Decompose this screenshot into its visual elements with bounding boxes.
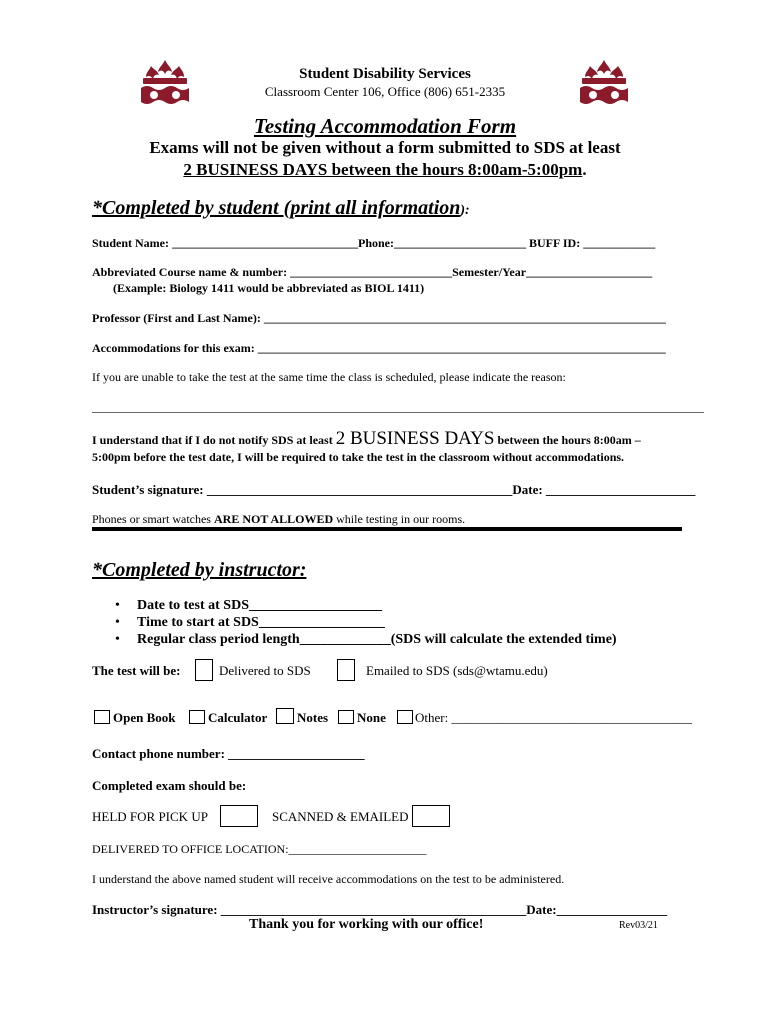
- student-signature-line[interactable]: [92, 482, 695, 498]
- calculator-checkbox[interactable]: [189, 710, 205, 724]
- other-label[interactable]: Other: _____________________________________: [415, 710, 692, 725]
- delivered-office-line[interactable]: DELIVERED TO OFFICE LOCATION:_______________________: [92, 842, 427, 856]
- scanned-emailed-box[interactable]: [412, 805, 450, 827]
- student-heading-end: ):: [460, 203, 470, 218]
- student-understand-line-1: [92, 428, 641, 450]
- delivered-label: Delivered to SDS: [219, 663, 311, 678]
- form-title: Testing Accommodation Form: [253, 114, 517, 138]
- org-name: Student Disability Services: [299, 66, 471, 82]
- test-will-be-label: The test will be:: [92, 663, 181, 678]
- org-address: Classroom Center 106, Office (806) 651-2335: [264, 84, 506, 99]
- open-book-label: Open Book: [113, 710, 176, 725]
- emailed-checkbox[interactable]: [337, 659, 355, 681]
- professor-line[interactable]: Professor (First and Last Name): ___________________________________________________________________: [92, 311, 666, 325]
- phones-notice: [92, 512, 465, 527]
- delivered-checkbox[interactable]: [195, 659, 213, 681]
- notice-line-2: [0, 160, 770, 180]
- bullet-class-period-length[interactable]: • Regular class period length_____________(SDS will calculate the extended time): [113, 631, 617, 648]
- phones-part-a: Phones or smart watches: [92, 512, 214, 526]
- none-label: None: [357, 710, 386, 725]
- understand-big-days: 2 BUSINESS DAYS: [335, 428, 495, 449]
- bullet-time-to-start[interactable]: • Time to start at SDS__________________: [113, 614, 617, 631]
- student-understand-line-2: 5:00pm before the test date, I will be required to take the test in the classroom without accommodations.: [92, 450, 625, 464]
- held-for-pickup-box[interactable]: [220, 805, 258, 827]
- notes-label: Notes: [297, 710, 329, 725]
- student-signature-text: Student’s signature: _______________________________________________Date: _______________________: [92, 482, 696, 497]
- instructor-section-heading: *Completed by instructor:: [92, 559, 307, 581]
- instructor-understand-text: I understand the above named student will receive accommodations on the test to be administered.: [92, 872, 565, 886]
- understand-part-b: between the hours 8:00am –: [494, 433, 641, 447]
- other-checkbox[interactable]: [397, 710, 413, 724]
- unable-reason-text: If you are unable to take the test at the same time the class is scheduled, please indicate the reason:: [92, 370, 566, 384]
- student-name-phone-id-line[interactable]: Student Name: _______________________________Phone:______________________ BUFF ID: ____________: [92, 236, 656, 250]
- understand-part-a: I understand that if I do not notify SDS at least: [92, 433, 336, 447]
- open-book-checkbox[interactable]: [94, 710, 110, 724]
- held-for-pickup-label: HELD FOR PICK UP: [92, 809, 208, 824]
- contact-phone-line[interactable]: Contact phone number: _____________________: [92, 746, 365, 761]
- bullet-date-to-test[interactable]: • Date to test at SDS___________________: [113, 597, 617, 614]
- accommodations-line[interactable]: Accommodations for this exam: ____________________________________________________________________: [92, 341, 666, 355]
- reason-line[interactable]: ______________________________________________________________________________________________________: [92, 400, 704, 414]
- student-heading-text: *Completed by student (print all information: [92, 197, 461, 219]
- section-divider: [92, 527, 682, 531]
- none-checkbox[interactable]: [338, 710, 354, 724]
- notice-deadline: 2 BUSINESS DAYS between the hours 8:00am-5:00pm: [183, 160, 583, 179]
- thank-you-text: Thank you for working with our office!: [249, 917, 484, 932]
- notes-checkbox[interactable]: [276, 708, 294, 724]
- course-semester-line[interactable]: Abbreviated Course name & number: ___________________________Semester/Year_____________________: [92, 265, 653, 279]
- emailed-label: Emailed to SDS (sds@wtamu.edu): [366, 663, 548, 678]
- student-section-heading: [92, 197, 470, 220]
- scanned-emailed-label: SCANNED & EMAILED: [272, 809, 409, 824]
- calculator-label: Calculator: [208, 710, 268, 725]
- notice-line-1: Exams will not be given without a form submitted to SDS at least: [149, 138, 621, 157]
- phones-part-c: while testing in our rooms.: [333, 512, 466, 526]
- course-example: (Example: Biology 1411 would be abbreviated as BIOL 1411): [113, 281, 425, 295]
- completed-exam-label: Completed exam should be:: [92, 778, 247, 793]
- phones-not-allowed: ARE NOT ALLOWED: [213, 512, 334, 526]
- revision-label: Rev03/21: [619, 920, 658, 931]
- notice-period: .: [582, 160, 587, 179]
- instructor-signature-line[interactable]: Instructor’s signature: _______________________________________________Date:_________________: [92, 902, 668, 917]
- instructor-bullets: [113, 597, 617, 648]
